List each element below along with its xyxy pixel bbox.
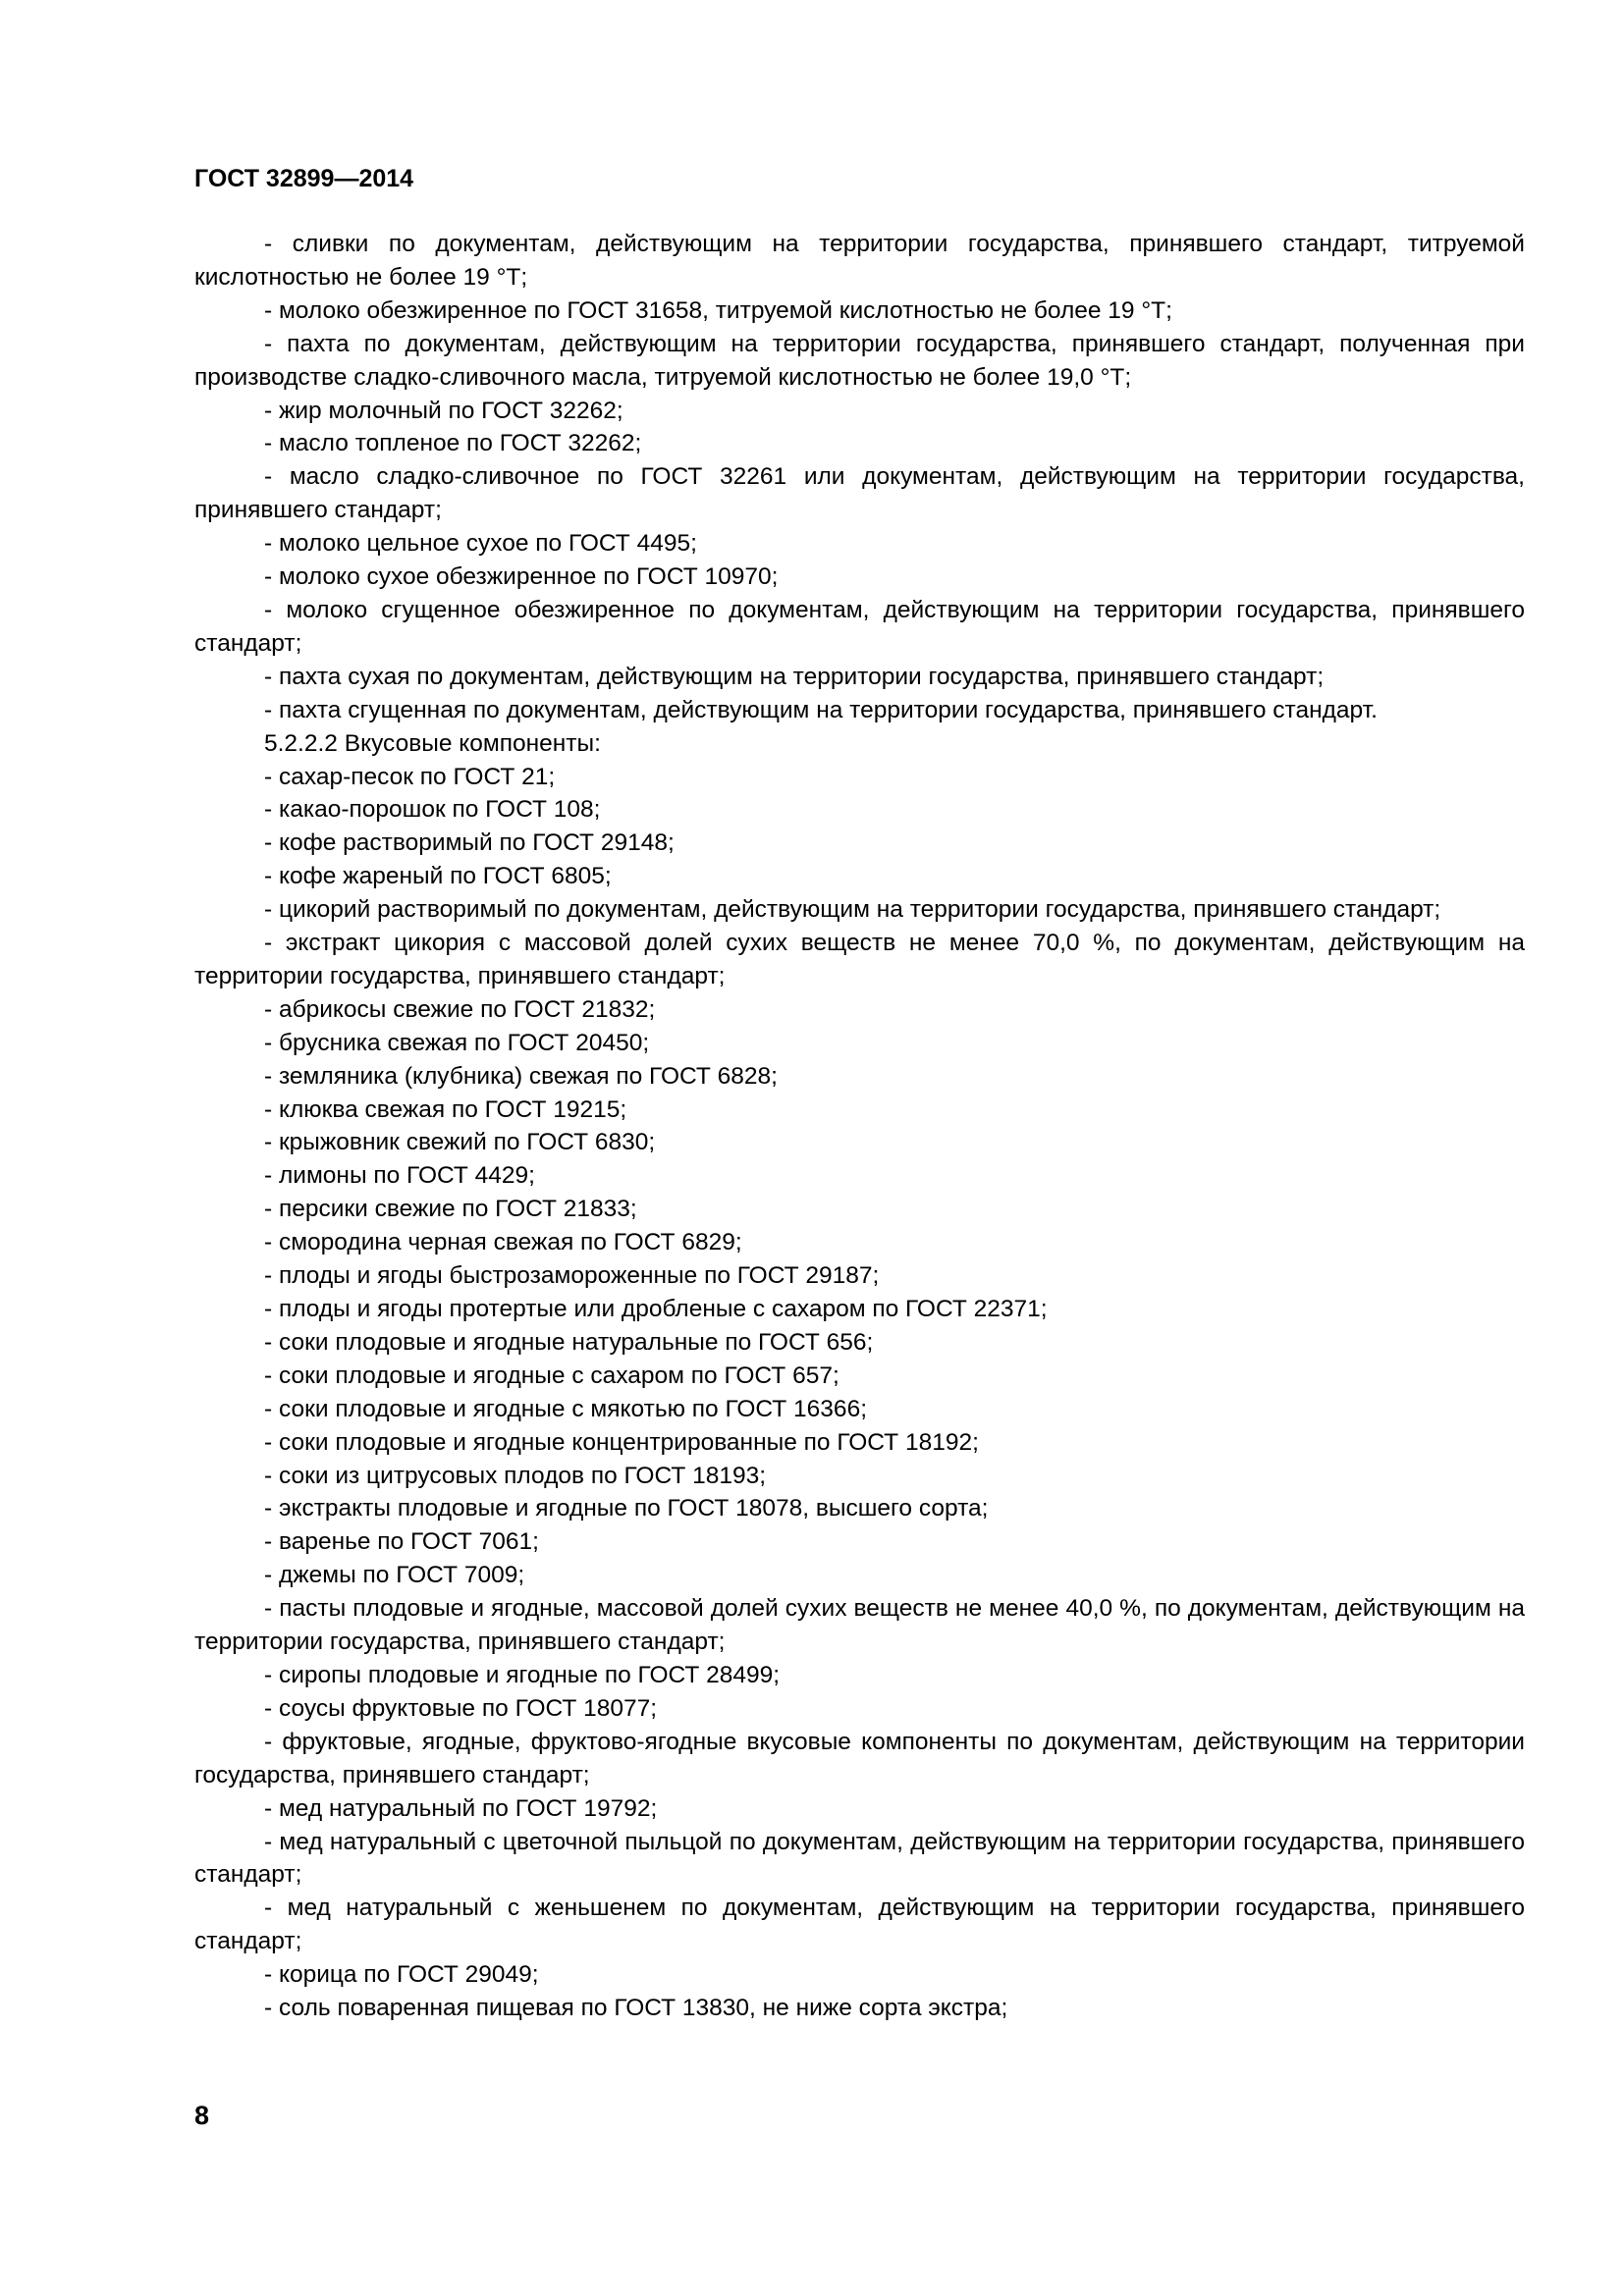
paragraph: - корица по ГОСТ 29049; <box>264 1961 539 1989</box>
page-number: 8 <box>194 2101 210 2130</box>
paragraph: - клюква свежая по ГОСТ 19215; <box>264 1095 627 1123</box>
paragraph: - сахар-песок по ГОСТ 21; <box>264 763 556 790</box>
paragraph: - соусы фруктовые по ГОСТ 18077; <box>264 1694 658 1722</box>
paragraph: - абрикосы свежие по ГОСТ 21832; <box>264 995 656 1023</box>
paragraph: - молоко сгущенное обезжиренное по документам, действующим на территории государства, принявшего стандарт; <box>194 596 1525 657</box>
paragraph: - экстракт цикория с массовой долей сухих веществ не менее 70,0 %, по документам, действующим на территории государства, принявшего стандарт; <box>194 930 1525 989</box>
paragraph: - пасты плодовые и ягодные, массовой долей сухих веществ не менее 40,0 %, по документам, действующим на территории государства, принявшего стандарт; <box>194 1595 1525 1656</box>
paragraph: - молоко обезжиренное по ГОСТ 31658, титруемой кислотностью не более 19 °Т; <box>264 296 1172 324</box>
paragraph: - персики свежие по ГОСТ 21833; <box>264 1196 637 1223</box>
paragraph: - лимоны по ГОСТ 4429; <box>264 1162 535 1190</box>
paragraph: - соки плодовые и ягодные с сахаром по ГОСТ 657; <box>264 1362 839 1389</box>
paragraph: - брусника свежая по ГОСТ 20450; <box>264 1029 650 1056</box>
paragraph: - соки плодовые и ягодные натуральные по ГОСТ 656; <box>264 1328 874 1356</box>
paragraph: - жир молочный по ГОСТ 32262; <box>264 397 623 424</box>
paragraph: - сливки по документам, действующим на территории государства, принявшего стандарт, титруемой кислотностью не более 19 °Т; <box>194 231 1525 291</box>
paragraph: - соки плодовые и ягодные с мякотью по ГОСТ 16366; <box>264 1395 867 1422</box>
paragraph: - какао-порошок по ГОСТ 108; <box>264 796 601 824</box>
paragraph: - земляника (клубника) свежая по ГОСТ 6828; <box>264 1062 778 1090</box>
paragraph: - крыжовник свежий по ГОСТ 6830; <box>264 1129 656 1156</box>
paragraph: - кофе растворимый по ГОСТ 29148; <box>264 829 675 857</box>
paragraph: - джемы по ГОСТ 7009; <box>264 1562 525 1589</box>
paragraph: - экстракты плодовые и ягодные по ГОСТ 18078, высшего сорта; <box>264 1495 989 1522</box>
paragraph: - пахта по документам, действующим на территории государства, принявшего стандарт, полученная при производстве сладко-сливочного масла, титруемой кислотностью не более 19,0 °Т; <box>194 330 1525 391</box>
paragraph: - кофе жареный по ГОСТ 6805; <box>264 863 612 890</box>
paragraph: - соки из цитрусовых плодов по ГОСТ 18193; <box>264 1462 767 1489</box>
paragraph: - плоды и ягоды протертые или дробленые с сахаром по ГОСТ 22371; <box>264 1296 1048 1322</box>
paragraph: - пахта сухая по документам, действующим на территории государства, принявшего стандарт; <box>264 663 1325 690</box>
document-header: ГОСТ 32899—2014 <box>194 165 414 192</box>
paragraph: - смородина черная свежая по ГОСТ 6829; <box>264 1229 742 1256</box>
paragraph: - масло сладко-сливочное по ГОСТ 32261 или документам, действующим на территории государства, принявшего стандарт; <box>194 463 1525 524</box>
paragraph: - молоко сухое обезжиренное по ГОСТ 10970; <box>264 563 779 591</box>
paragraph: - масло топленое по ГОСТ 32262; <box>264 430 642 457</box>
paragraph: - пахта сгущенная по документам, действующим на территории государства, принявшего стандарт. <box>264 696 1378 723</box>
paragraph: - молоко цельное сухое по ГОСТ 4495; <box>264 530 697 558</box>
paragraph: - соль поваренная пищевая по ГОСТ 13830, не ниже сорта экстра; <box>264 1995 1008 2022</box>
document-body <box>194 228 1525 2025</box>
paragraph: - варенье по ГОСТ 7061; <box>264 1528 539 1556</box>
paragraph: - мед натуральный по ГОСТ 19792; <box>264 1794 658 1822</box>
paragraph: - сиропы плодовые и ягодные по ГОСТ 28499; <box>264 1661 781 1688</box>
paragraph: - цикорий растворимый по документам, действующим на территории государства, принявшего стандарт; <box>264 896 1441 924</box>
paragraph: - фруктовые, ягодные, фруктово-ягодные вкусовые компоненты по документам, действующим на территории государства, принявшего стандарт; <box>194 1728 1525 1789</box>
paragraph: - мед натуральный с женьшенем по документам, действующим на территории государства, принявшего стандарт; <box>194 1895 1525 1955</box>
section-heading: 5.2.2.2 Вкусовые компоненты: <box>264 729 601 757</box>
paragraph: - соки плодовые и ягодные концентрированные по ГОСТ 18192; <box>264 1428 979 1456</box>
paragraph: - плоды и ягоды быстрозамороженные по ГОСТ 29187; <box>264 1262 880 1290</box>
paragraph: - мед натуральный с цветочной пыльцой по документам, действующим на территории государства, принявшего стандарт; <box>194 1828 1525 1889</box>
